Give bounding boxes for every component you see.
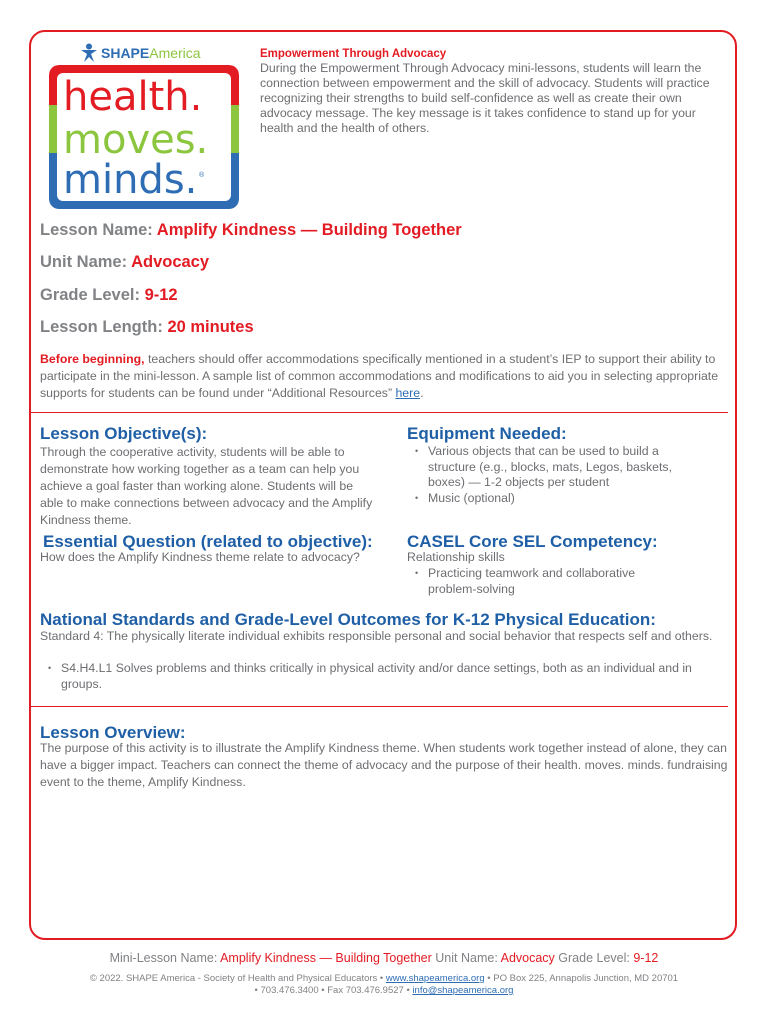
footer-copyright: © 2022. SHAPE America - Society of Health and Physical Educators •	[89, 973, 386, 984]
lesson-length-value: 20 minutes	[167, 318, 254, 336]
footer-phone: • 703.476.3400 • Fax 703.476.9527 •	[254, 985, 413, 996]
shape-america-logo	[80, 42, 201, 64]
intro-body: During the Empowerment Through Advocacy mini-lessons, students will learn the connection between empowerment and the skill of advocacy. Students will practice recognizing their strengths to build self-confidence as well as create their own advocacy message. The key message is it takes confidence to stand up for your health and the health of others.	[260, 61, 710, 135]
grade-level-label: Grade Level:	[40, 286, 140, 304]
intro-heading: Empowerment Through Advocacy	[260, 48, 447, 60]
divider-top	[30, 412, 728, 413]
footer-contact	[0, 973, 768, 997]
before-beginning-note	[40, 351, 730, 402]
logo-word-moves: moves.	[63, 117, 209, 163]
divider-bottom	[30, 706, 728, 707]
footer-grade-label: Grade Level:	[558, 951, 630, 965]
logo-word-minds: minds.	[63, 157, 198, 203]
standards-heading: National Standards and Grade-Level Outcomes for K-12 Physical Education:	[40, 610, 656, 629]
grade-level-value: 9-12	[144, 286, 178, 304]
lesson-name-row	[40, 221, 462, 240]
objectives-heading: Lesson Objective(s):	[40, 424, 208, 443]
standards-item: • S4.H4.L1 Solves problems and thinks critically in physical activity and/or dance settings, both as an individual and in groups.	[40, 661, 730, 692]
star-figure-icon	[80, 43, 98, 63]
standards-list	[40, 661, 730, 692]
lesson-name-label: Lesson Name:	[40, 221, 153, 239]
org-name-bold: SHAPE	[101, 45, 150, 61]
objectives-body: Through the cooperative activity, students will be able to demonstrate how working together as a team can help you achieve a goal faster than working alone. Students will be able to make connections between advocacy and the Amplify Kindness theme.	[40, 445, 373, 527]
lesson-name-value: Amplify Kindness — Building Together	[156, 221, 462, 239]
footer-unit-value: Advocacy	[500, 951, 555, 965]
logo-word-health: health.	[63, 74, 203, 120]
unit-name-row	[40, 253, 209, 272]
org-name-light: America	[149, 45, 201, 61]
footer-address: • PO Box 225, Annapolis Junction, MD 20701	[484, 973, 679, 984]
intro-block	[260, 48, 725, 136]
equipment-list	[407, 444, 707, 506]
essential-question-body: How does the Amplify Kindness theme relate to advocacy?	[40, 550, 360, 564]
equipment-heading: Equipment Needed:	[407, 424, 567, 443]
unit-name-value: Advocacy	[131, 253, 210, 271]
footer-email-link[interactable]: info@shapeamerica.org	[412, 985, 514, 996]
health-moves-minds-logo	[49, 65, 239, 209]
footer-mini-label: Mini-Lesson Name:	[109, 951, 218, 965]
registered-mark: ®	[199, 172, 205, 179]
footer-unit-label: Unit Name:	[435, 951, 498, 965]
footer-website-link[interactable]: www.shapeamerica.org	[385, 973, 485, 984]
unit-name-label: Unit Name:	[40, 253, 128, 271]
equipment-item: • Various objects that can be used to build a structure (e.g., blocks, mats, Legos, baskets, boxes) — 1-2 objects per student	[407, 444, 707, 491]
footer-mini-value: Amplify Kindness — Building Together	[220, 951, 432, 965]
before-beginning-end: .	[420, 386, 424, 400]
casel-list	[407, 566, 682, 597]
footer-grade-value: 9-12	[633, 951, 659, 965]
lesson-length-row	[40, 318, 254, 337]
casel-item: • Practicing teamwork and collaborative problem-solving	[407, 566, 682, 597]
grade-level-row	[40, 286, 178, 305]
overview-heading: Lesson Overview:	[40, 723, 186, 742]
equipment-item: • Music (optional)	[407, 491, 707, 507]
footer-lesson-summary	[0, 951, 768, 965]
essential-question-heading: Essential Question (related to objective):	[43, 532, 373, 551]
overview-body: The purpose of this activity is to illustrate the Amplify Kindness theme. When students work together instead of alone, they can have a bigger impact. Teachers can connect the theme of advocacy and the purpose of their health. moves. minds. fundraising event to the theme, Amplify Kindness.	[40, 741, 728, 789]
before-beginning-text: teachers should offer accommodations specifically mentioned in a student’s IEP to support their ability to participate in the mini-lesson. A sample list of common accommodations and modifications to aid you in selecting appropriate supports for students can be found under “Additional Resources”	[40, 352, 719, 400]
casel-heading: CASEL Core SEL Competency:	[407, 532, 658, 551]
additional-resources-link[interactable]: here	[395, 386, 421, 400]
standards-body: Standard 4: The physically literate individual exhibits responsible personal and social behavior that respects self and others.	[40, 629, 713, 643]
casel-subheading: Relationship skills	[407, 550, 505, 564]
before-beginning-lead: Before beginning,	[40, 352, 145, 366]
lesson-length-label: Lesson Length:	[40, 318, 163, 336]
